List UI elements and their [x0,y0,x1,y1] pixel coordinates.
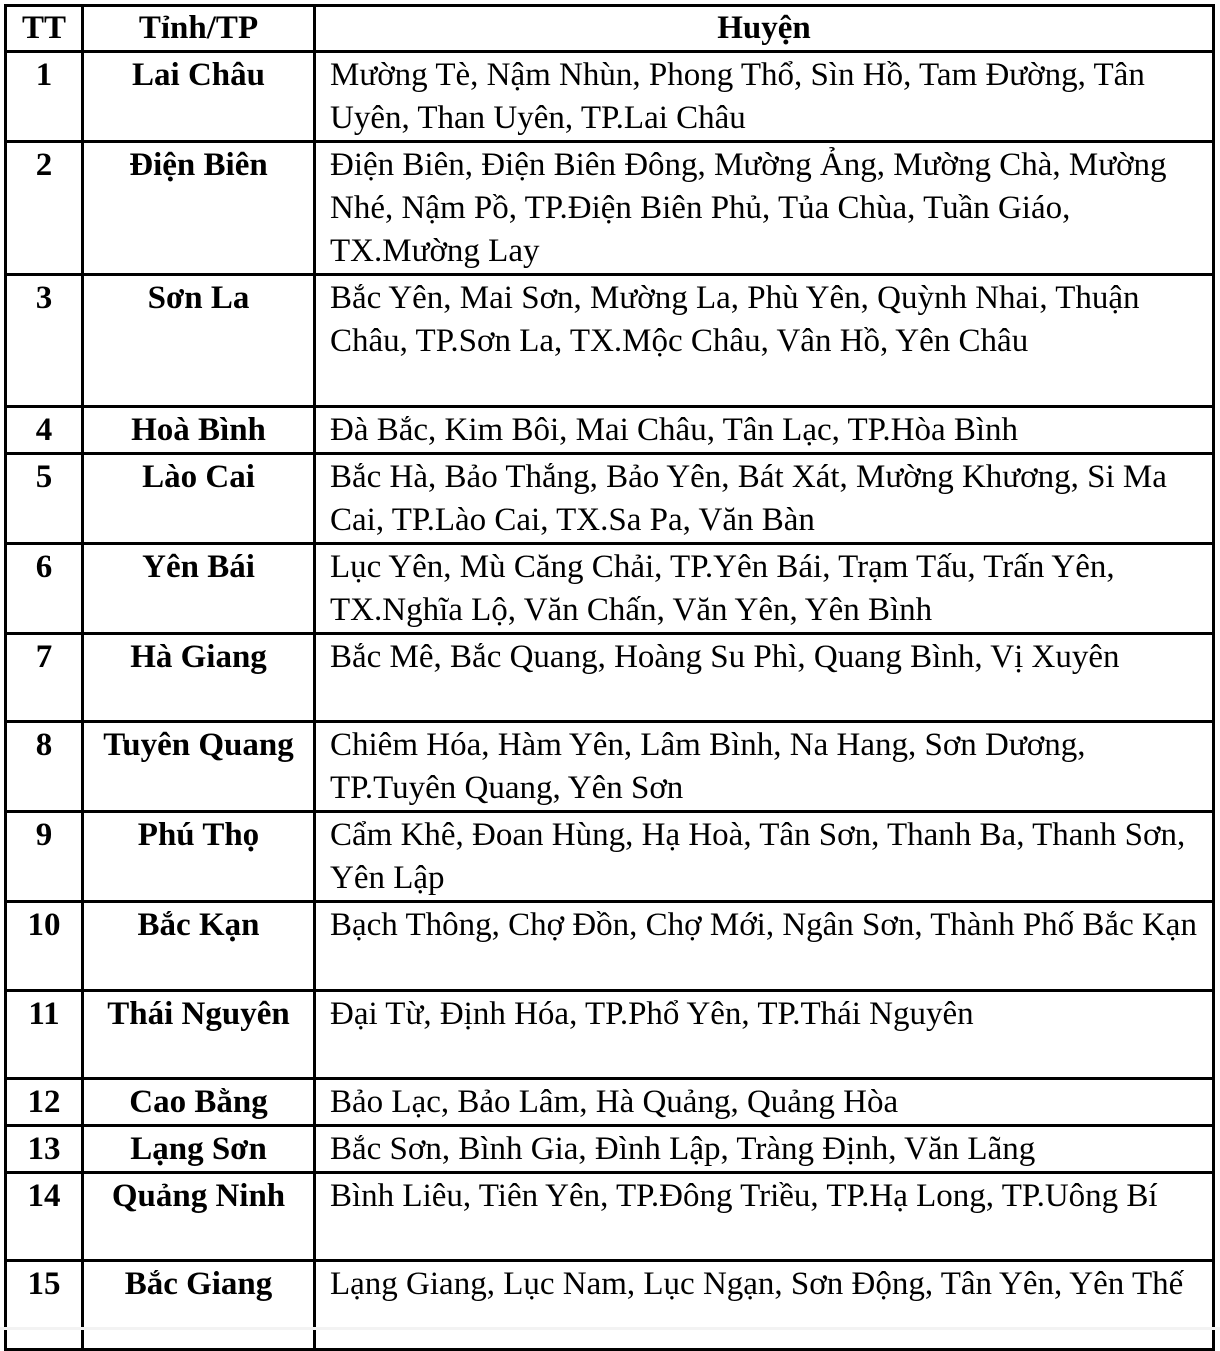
table-row [6,275,1214,407]
table-row [6,812,1214,902]
province-name: Lai Châu [83,52,315,142]
table-row [6,722,1214,812]
row-number: 9 [6,812,83,902]
province-district-table [4,4,1215,1351]
row-number: 12 [6,1079,83,1126]
district-list: Mường Tè, Nậm Nhùn, Phong Thổ, Sìn Hồ, Tam Đường, Tân Uyên, Than Uyên, TP.Lai Châu [315,52,1214,142]
district-list: Bình Liêu, Tiên Yên, TP.Đông Triều, TP.Hạ Long, TP.Uông Bí [315,1173,1214,1261]
table-row [6,991,1214,1079]
district-list: Bắc Mê, Bắc Quang, Hoàng Su Phì, Quang Bình, Vị Xuyên [315,634,1214,722]
row-number: 7 [6,634,83,722]
table-header-row [6,6,1214,52]
row-number: 14 [6,1173,83,1261]
district-list: Lục Yên, Mù Căng Chải, TP.Yên Bái, Trạm Tấu, Trấn Yên, TX.Nghĩa Lộ, Văn Chấn, Văn Yên, Yên Bình [315,544,1214,634]
row-number: 15 [6,1261,83,1350]
header-districts: Huyện [315,6,1214,52]
table-row [6,407,1214,454]
table-row [6,52,1214,142]
province-name: Quảng Ninh [83,1173,315,1261]
district-list: Bắc Hà, Bảo Thắng, Bảo Yên, Bát Xát, Mường Khương, Si Ma Cai, TP.Lào Cai, TX.Sa Pa, Văn Bàn [315,454,1214,544]
row-number: 13 [6,1126,83,1173]
district-list: Đà Bắc, Kim Bôi, Mai Châu, Tân Lạc, TP.Hòa Bình [315,407,1214,454]
province-name: Hoà Bình [83,407,315,454]
province-name: Lào Cai [83,454,315,544]
row-number: 4 [6,407,83,454]
province-name: Lạng Sơn [83,1126,315,1173]
header-tt: TT [6,6,83,52]
province-name: Tuyên Quang [83,722,315,812]
province-name: Cao Bằng [83,1079,315,1126]
district-list: Bắc Sơn, Bình Gia, Đình Lập, Tràng Định, Văn Lãng [315,1126,1214,1173]
province-name: Phú Thọ [83,812,315,902]
province-name: Thái Nguyên [83,991,315,1079]
district-list: Điện Biên, Điện Biên Đông, Mường Ảng, Mường Chà, Mường Nhé, Nậm Pồ, TP.Điện Biên Phủ, Tủa Chùa, Tuần Giáo, TX.Mường Lay [315,142,1214,275]
district-list: Bắc Yên, Mai Sơn, Mường La, Phù Yên, Quỳnh Nhai, Thuận Châu, TP.Sơn La, TX.Mộc Châu, Vân Hồ, Yên Châu [315,275,1214,407]
province-name: Yên Bái [83,544,315,634]
table-row [6,544,1214,634]
district-list: Bảo Lạc, Bảo Lâm, Hà Quảng, Quảng Hòa [315,1079,1214,1126]
table-row [6,634,1214,722]
province-name: Bắc Giang [83,1261,315,1350]
row-number: 10 [6,902,83,991]
table-row [6,142,1214,275]
province-name: Điện Biên [83,142,315,275]
table-row [6,1261,1214,1350]
province-name: Bắc Kạn [83,902,315,991]
district-list: Lạng Giang, Lục Nam, Lục Ngạn, Sơn Động, Tân Yên, Yên Thế [315,1261,1214,1350]
table-row [6,902,1214,991]
row-number: 2 [6,142,83,275]
district-list: Cẩm Khê, Đoan Hùng, Hạ Hoà, Tân Sơn, Thanh Ba, Thanh Sơn, Yên Lập [315,812,1214,902]
table-row [6,1126,1214,1173]
district-list: Chiêm Hóa, Hàm Yên, Lâm Bình, Na Hang, Sơn Dương, TP.Tuyên Quang, Yên Sơn [315,722,1214,812]
table-row [6,454,1214,544]
row-number: 11 [6,991,83,1079]
header-province: Tỉnh/TP [83,6,315,52]
table-row [6,1079,1214,1126]
province-name: Sơn La [83,275,315,407]
row-number: 3 [6,275,83,407]
province-name: Hà Giang [83,634,315,722]
row-number: 1 [6,52,83,142]
row-number: 8 [6,722,83,812]
district-list: Đại Từ, Định Hóa, TP.Phổ Yên, TP.Thái Nguyên [315,991,1214,1079]
row-number: 6 [6,544,83,634]
district-list: Bạch Thông, Chợ Đồn, Chợ Mới, Ngân Sơn, Thành Phố Bắc Kạn [315,902,1214,991]
row-number: 5 [6,454,83,544]
table-row [6,1173,1214,1261]
